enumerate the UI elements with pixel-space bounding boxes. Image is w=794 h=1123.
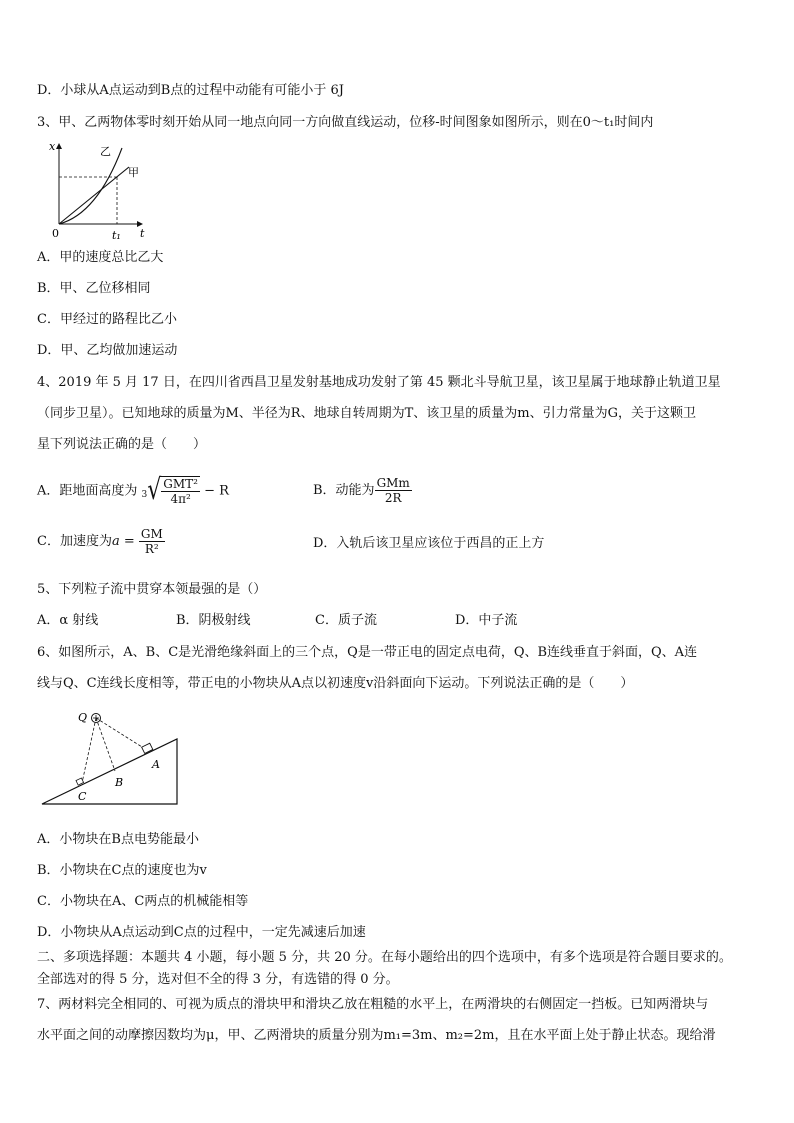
q5-option-d: D．中子流: [455, 613, 518, 628]
q4-stem-line2: （同步卫星）。已知地球的质量为M、半径为R、地球自转周期为T、该卫星的质量为m、引力常量为G，关于这颗卫: [37, 406, 696, 421]
label-C: C: [78, 790, 87, 803]
incline: [42, 739, 177, 804]
label-B: B: [115, 776, 124, 789]
q6-option-c: C．小物块在A、C两点的机械能相等: [37, 894, 249, 909]
t-axis-label: t: [140, 227, 145, 240]
q4-stem-line1: 4、2019 年 5 月 17 日，在四川省西昌卫星发射基地成功发射了第 45 颗北斗导航卫星，该卫星属于地球静止轨道卫星: [37, 375, 721, 390]
q3-option-b: B．甲、乙位移相同: [37, 281, 151, 296]
q4-option-d: D．入轨后该卫星应该位于西昌的正上方: [313, 536, 545, 551]
q3-option-a: A．甲的速度总比乙大: [37, 250, 164, 265]
q3-option-c: C．甲经过的路程比乙小: [37, 312, 177, 327]
q6-option-d: D．小物块从A点运动到C点的过程中，一定先减速后加速: [37, 925, 366, 940]
q5-option-b: B．阴极射线: [176, 613, 251, 628]
line-QC: [82, 718, 96, 783]
q7-stem-line1: 7、两材料完全相同的、可视为质点的滑块甲和滑块乙放在粗糙的水平上，在两滑块的右侧固定一挡板。已知两滑块与: [37, 997, 709, 1012]
line-jia: [59, 167, 129, 224]
q4-stem-line3: 星下列说法正确的是（ ）: [37, 437, 207, 452]
q4-option-b: B．动能为 $\frac{\text{GMm}}{2R}$: [313, 476, 410, 505]
q5-option-c: C．质子流: [315, 613, 377, 628]
q3-stem: 3、甲、乙两物体零时刻开始从同一地点向同一方向做直线运动，位移-时间图象如图所示，则在0～t₁时间内: [37, 115, 654, 130]
section2-line2: 全部选对的得 5 分，选对但不全的得 3 分，有选错的得 0 分。: [37, 972, 399, 987]
q2-option-d: D．小球从A点运动到B点的过程中动能有可能小于 6J: [37, 83, 344, 98]
jia-label: 甲: [128, 166, 139, 179]
q5-option-a: A．α 射线: [37, 613, 99, 628]
label-Q: Q: [78, 711, 88, 724]
q6-incline-figure: [38, 706, 188, 810]
q6-stem-line2: 线与Q、C连线长度相等，带正电的小物块从A点以初速度v沿斜面向下运动。下列说法正确的是（ ）: [37, 676, 634, 691]
cube-root-sign: 3: [141, 490, 148, 500]
q7-stem-line2: 水平面之间的动摩擦因数均为μ，甲、乙两滑块的质量分别为m₁=3m、m₂=2m，且在水平面上处于静止状态。现给滑: [37, 1028, 716, 1043]
q4-option-a: A．距地面高度为 3√ $\frac{\text{GMT²}}{\text{4π²}}$ − R: [37, 474, 229, 507]
yi-label: 乙: [100, 145, 111, 158]
t1-label: t₁: [112, 229, 121, 242]
section2-line1: 二、多项选择题：本题共 4 小题，每小题 5 分，共 20 分。在每小题给出的四个选项中，有多个选项是符合题目要求的。: [37, 950, 732, 965]
q3-xt-graph: [42, 138, 152, 242]
q6-option-a: A．小物块在B点电势能最小: [37, 832, 199, 847]
q3-option-d: D．甲、乙均做加速运动: [37, 343, 178, 358]
x-axis-label: x: [49, 140, 56, 153]
curve-yi: [59, 148, 122, 224]
q4-option-c: C．加速度为a = $\frac{GM}{\text{R²}}$: [37, 527, 163, 556]
q6-option-b: B．小物块在C点的速度也为v: [37, 863, 207, 878]
label-A: A: [152, 758, 160, 771]
q5-stem: 5、下列粒子流中贯穿本领最强的是（）: [37, 582, 267, 597]
q6-stem-line1: 6、如图所示，A、B、C是光滑绝缘斜面上的三个点，Q是一带正电的固定点电荷，Q、B连线垂直于斜面，Q、A连: [37, 645, 698, 660]
origin-label: 0: [52, 227, 59, 240]
line-QB: [96, 718, 115, 771]
